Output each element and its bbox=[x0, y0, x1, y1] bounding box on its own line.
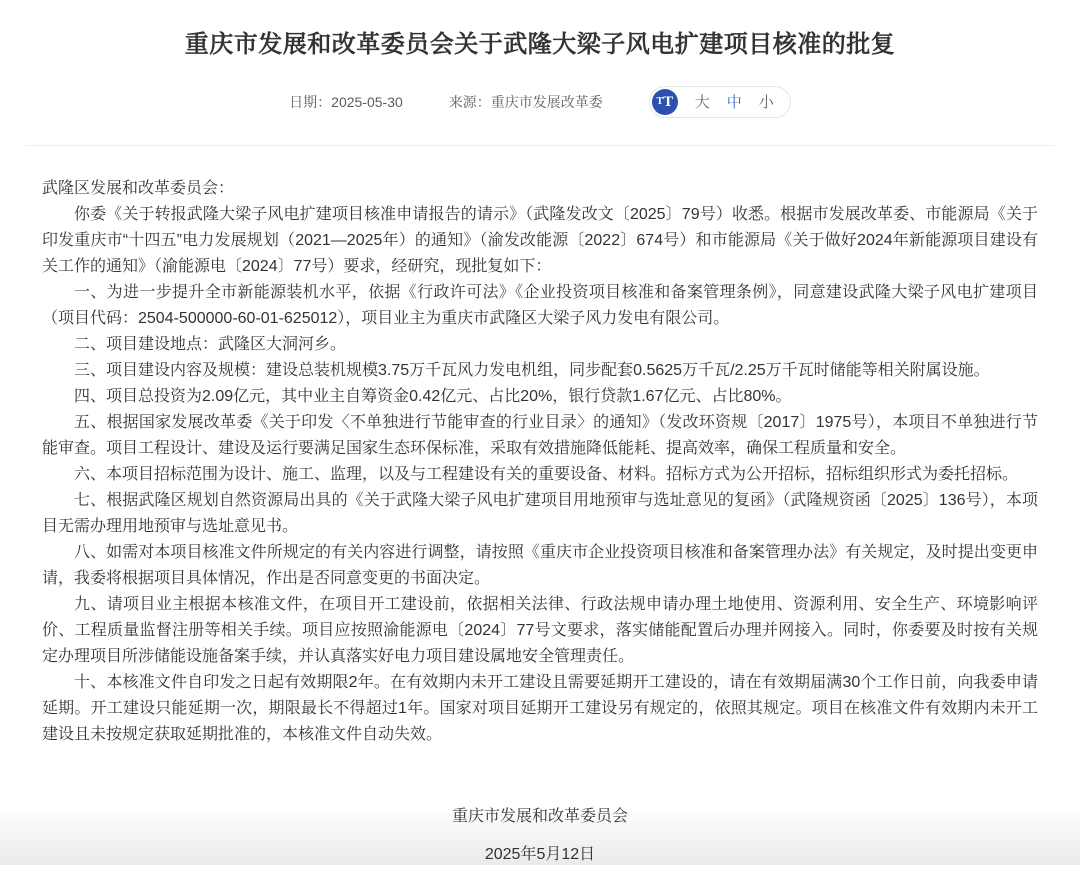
source-value: 重庆市发展改革委 bbox=[490, 94, 603, 110]
font-size-widget bbox=[649, 86, 791, 118]
paragraph-item-10: 十、本核准文件自印发之日起有效期限2年。在有效期内未开工建设且需要延期开工建设的，请在有效期届满30个工作日前，向我委申请延期。开工建设只能延期一次，期限最长不得超过1年。国家对项目延期开工建设另有规定的，依照其规定。项目在核准文件有效期内未开工建设且未按规定获取延期批准的，本核准文件自动失效。 bbox=[42, 674, 1038, 743]
font-size-option-small[interactable]: 小 bbox=[758, 93, 774, 111]
paragraph-item-4: 四、项目总投资为2.09亿元，其中业主自筹资金0.42亿元、占比20%，银行贷款1.67亿元、占比80%。 bbox=[74, 388, 792, 405]
font-size-icon bbox=[652, 89, 678, 115]
signature-date: 2025年5月12日 bbox=[484, 846, 596, 863]
paragraph-item-8: 八、如需对本项目核准文件所规定的有关内容进行调整，请按照《重庆市企业投资项目核准和备案管理办法》有关规定，及时提出变更申请，我委将根据项目具体情况，作出是否同意变更的书面决定。 bbox=[42, 544, 1038, 587]
paragraph-item-7: 七、根据武隆区规划自然资源局出具的《关于武隆大梁子风电扩建项目用地预审与选址意见的复函》（武隆规资函〔2025〕136号），本项目无需办理用地预审与选址意见书。 bbox=[42, 492, 1038, 535]
source-label: 来源： bbox=[448, 94, 491, 110]
paragraph-item-3: 三、项目建设内容及规模：建设总装机规模3.75万千瓦风力发电机组，同步配套0.5625万千瓦/2.25万千瓦时储能等相关附属设施。 bbox=[74, 362, 990, 379]
paragraph-item-6: 六、本项目招标范围为设计、施工、监理，以及与工程建设有关的重要设备、材料。招标方式为公开招标，招标组织形式为委托招标。 bbox=[74, 466, 1019, 483]
meta-row bbox=[0, 86, 1080, 118]
salutation: 武隆区发展和改革委员会： bbox=[42, 180, 235, 197]
paragraph-item-1: 一、为进一步提升全市新能源装机水平，依据《行政许可法》《企业投资项目核准和备案管理条例》，同意建设武隆大梁子风电扩建项目（项目代码：2504-500000-60-01-625012），项目业主为重庆市武隆区大梁子风力发电有限公司。 bbox=[42, 284, 1038, 327]
document-body bbox=[0, 146, 1080, 748]
document-header bbox=[0, 0, 1080, 118]
page-title: 重庆市发展和改革委员会关于武隆大梁子风电扩建项目核准的批复 bbox=[184, 31, 896, 58]
font-size-option-medium[interactable]: 中 bbox=[726, 93, 742, 111]
paragraph-item-2: 二、项目建设地点：武隆区大洞河乡。 bbox=[74, 336, 347, 353]
document-footer bbox=[0, 798, 1080, 874]
signature-org: 重庆市发展和改革委员会 bbox=[451, 808, 628, 825]
font-size-icon-large-t: T bbox=[663, 93, 674, 110]
publish-date bbox=[289, 92, 403, 112]
paragraph-intro: 你委《关于转报武隆大梁子风电扩建项目核准申请报告的请示》（武隆发改文〔2025〕79号）收悉。根据市发展改革委、市能源局《关于印发重庆市“十四五”电力发展规划（2021—2025年）的通知》（渝发改能源〔2022〕674号）和市能源局《关于做好2024年新能源项目建设有关工作的通知》（渝能源电〔2024〕77号）要求，经研究，现批复如下： bbox=[42, 206, 1038, 275]
font-size-option-large[interactable]: 大 bbox=[694, 93, 710, 111]
date-value: 2025-05-30 bbox=[331, 94, 403, 110]
font-size-icon-small-t: T bbox=[656, 96, 664, 107]
paragraph-item-9: 九、请项目业主根据本核准文件，在项目开工建设前，依据相关法律、行政法规申请办理土地使用、资源利用、安全生产、环境影响评价、工程质量监督注册等相关手续。项目应按照渝能源电〔2024〕77号文要求，落实储能配置后办理并网接入。同时，你委要及时按有关规定办理项目所涉储能设施备案手续，并认真落实好电力项目建设属地安全管理责任。 bbox=[42, 596, 1038, 665]
date-label: 日期： bbox=[289, 94, 332, 110]
source bbox=[449, 92, 603, 112]
paragraph-item-5: 五、根据国家发展改革委《关于印发〈不单独进行节能审查的行业目录〉的通知》（发改环资规〔2017〕1975号），本项目不单独进行节能审查。项目工程设计、建设及运行要满足国家生态环保标准，采取有效措施降低能耗、提高效率，确保工程质量和安全。 bbox=[42, 414, 1038, 457]
